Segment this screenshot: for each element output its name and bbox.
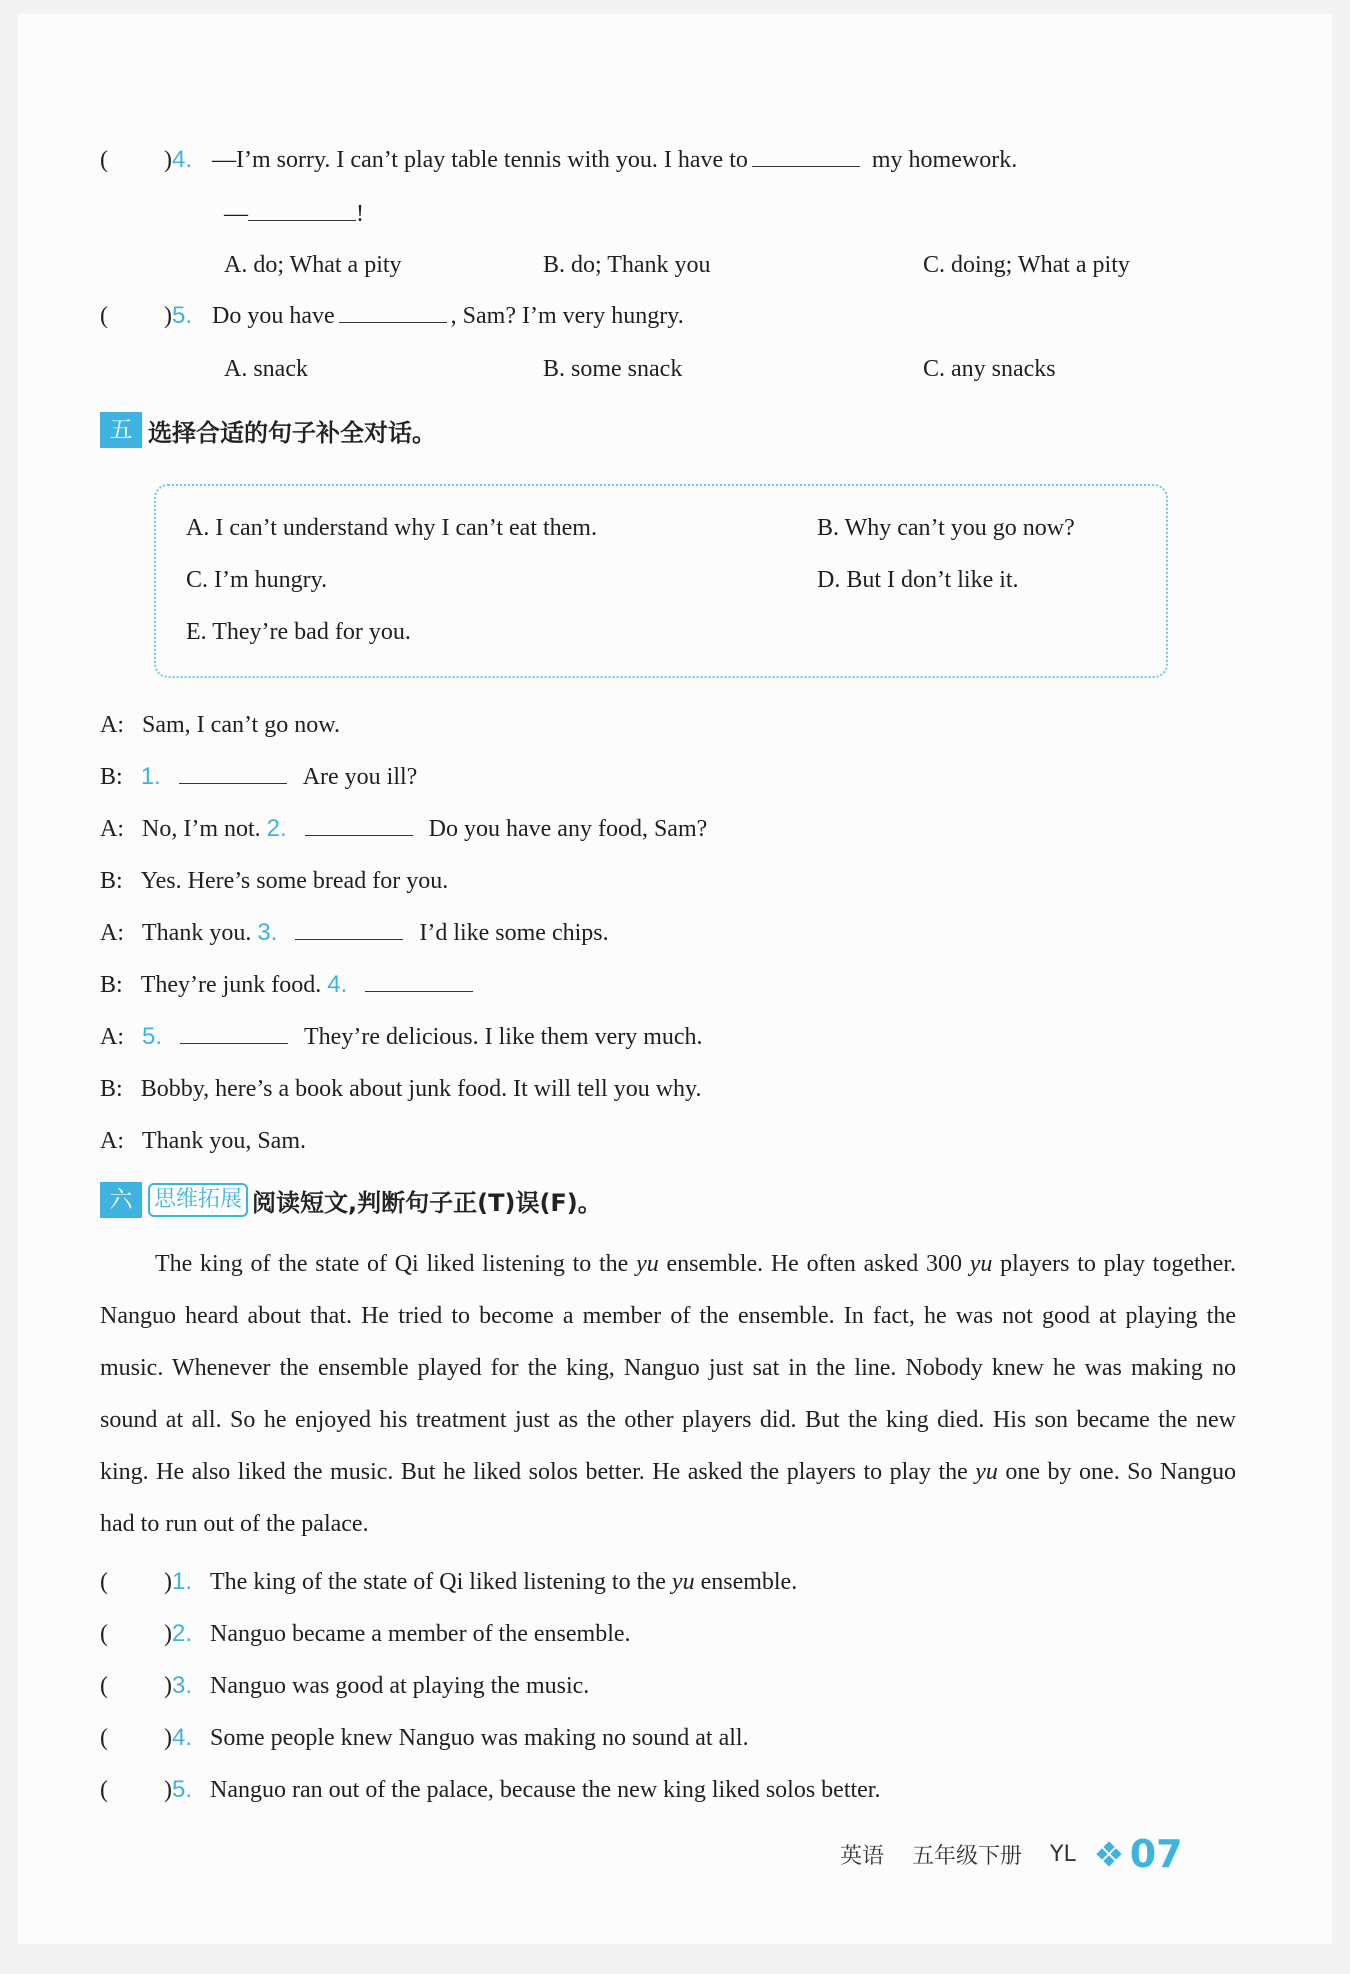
answer-paren-open: (	[100, 1569, 108, 1595]
statement-text: The king of the state of Qi liked listening to the	[210, 1569, 672, 1595]
speaker: A:	[100, 816, 124, 842]
blank-number: 2.	[266, 815, 287, 842]
section-badge: 五	[100, 412, 142, 448]
speaker: B:	[100, 1076, 123, 1102]
blank-number: 1.	[140, 763, 161, 790]
line-text: They’re junk food.	[140, 972, 322, 998]
blank-number: 3.	[257, 919, 278, 946]
question-4-line2	[224, 199, 364, 229]
passage-text: players to play together. Nanguo heard about that. He tried to become a member of the ensemble. In fact, he was not good at playing the music. Whenever the ensemble played for the king, Nanguo just sat in the line. Nobody knew he was making no sound at all. So he enjoyed his treatment just as the other players did. But the king died. His son became the new king. He also liked the music. But he liked solos better. He asked the players to play the	[100, 1251, 1236, 1485]
dialogue-line	[100, 1074, 702, 1104]
speaker: A:	[100, 712, 124, 738]
passage-italic: yu	[636, 1251, 659, 1277]
section-title: 阅读短文,判断句子正(T)误(F)。	[252, 1188, 602, 1217]
q5-option-b[interactable]: B. some snack	[543, 356, 683, 382]
passage-text: The king of the state of Qi liked listening to the	[155, 1251, 637, 1277]
passage-text: ensemble. He often asked 300	[658, 1251, 970, 1277]
option-a: A. I can’t understand why I can’t eat them.	[186, 515, 597, 541]
statement-number: 5.	[172, 1776, 193, 1803]
fill-blank[interactable]	[180, 1023, 288, 1044]
speaker: A:	[100, 1024, 124, 1050]
question-text: , Sam? I’m very hungry.	[450, 303, 684, 329]
diamond-logo-icon	[1098, 1843, 1120, 1865]
question-text: —I’m sorry. I can’t play table tennis with you. I have to	[212, 147, 748, 173]
page-number: 07	[1129, 1832, 1183, 1876]
q5-option-a[interactable]: A. snack	[224, 356, 308, 382]
speaker: B:	[100, 972, 123, 998]
statement-text: Some people knew Nanguo was making no sound at all.	[210, 1725, 749, 1751]
passage-italic: yu	[975, 1459, 998, 1485]
line-text: I’d like some chips.	[419, 920, 609, 946]
fill-blank[interactable]	[752, 146, 860, 167]
question-4-line1	[100, 145, 1017, 175]
section-tag: 思维拓展	[148, 1183, 248, 1217]
answer-paren-close: )	[164, 1673, 172, 1699]
speaker: A:	[100, 1128, 124, 1154]
line-text: They’re delicious. I like them very much.	[304, 1024, 703, 1050]
section-6-header	[100, 1182, 602, 1218]
answer-paren-open: (	[100, 1725, 108, 1751]
question-text: my homework.	[871, 147, 1018, 173]
question-text: Do you have	[212, 303, 335, 329]
line-text: Are you ill?	[302, 764, 418, 790]
statement-1	[100, 1567, 797, 1597]
q4-option-a[interactable]: A. do; What a pity	[224, 252, 402, 278]
blank-number: 4.	[327, 971, 348, 998]
passage-text: one by one. So Nanguo had to run out of the palace.	[100, 1459, 1236, 1537]
dialogue-line	[100, 970, 477, 1000]
dialogue-line	[100, 1022, 703, 1052]
line-text: Do you have any food, Sam?	[428, 816, 708, 842]
dialogue-line	[100, 866, 448, 896]
statement-text: Nanguo became a member of the ensemble.	[210, 1621, 631, 1647]
speaker: A:	[100, 920, 124, 946]
question-number: 4.	[172, 146, 193, 173]
dialogue-line	[100, 1126, 306, 1156]
line-text: Thank you, Sam.	[142, 1128, 306, 1154]
section-5-header	[100, 412, 436, 448]
passage-italic: yu	[969, 1251, 993, 1277]
line-text: No, I’m not.	[142, 816, 261, 842]
dialogue-line	[100, 918, 609, 948]
statement-4	[100, 1723, 749, 1753]
section-badge: 六	[100, 1182, 142, 1218]
fill-blank[interactable]	[295, 919, 403, 940]
fill-blank[interactable]	[305, 815, 413, 836]
statement-text: ensemble.	[694, 1569, 798, 1595]
statement-number: 1.	[172, 1568, 193, 1595]
q4-option-b[interactable]: B. do; Thank you	[543, 252, 711, 278]
statement-number: 2.	[172, 1620, 193, 1647]
dash-text: —	[224, 201, 248, 227]
speaker: B:	[100, 868, 123, 894]
q4-option-c[interactable]: C. doing; What a pity	[923, 252, 1130, 278]
fill-blank[interactable]	[179, 763, 287, 784]
line-text: Sam, I can’t go now.	[142, 712, 340, 738]
answer-paren-close: )	[164, 1777, 172, 1803]
fill-blank[interactable]	[365, 971, 473, 992]
answer-paren-open: (	[100, 303, 108, 329]
answer-paren-open: (	[100, 1621, 108, 1647]
answer-paren-open: (	[100, 1673, 108, 1699]
answer-paren-open: (	[100, 147, 108, 173]
answer-paren-close: )	[164, 1621, 172, 1647]
statement-italic: yu	[671, 1569, 695, 1595]
line-text: Bobby, here’s a book about junk food. It will tell you why.	[140, 1076, 702, 1102]
reading-passage	[100, 1238, 1236, 1550]
statement-text: Nanguo was good at playing the music.	[210, 1673, 590, 1699]
page-footer	[840, 1832, 1183, 1876]
dialogue-line	[100, 710, 340, 740]
exclaim-text: !	[356, 201, 364, 227]
dialogue-line	[100, 814, 707, 844]
statement-number: 4.	[172, 1724, 193, 1751]
passage-paragraph	[100, 1238, 1236, 1550]
section-title: 选择合适的句子补全对话。	[148, 418, 436, 447]
q5-option-c[interactable]: C. any snacks	[923, 356, 1056, 382]
dialogue-line	[100, 762, 417, 792]
answer-paren-close: )	[164, 147, 172, 173]
answer-paren-open: (	[100, 1777, 108, 1803]
fill-blank[interactable]	[339, 302, 447, 323]
question-5-line1	[100, 301, 684, 331]
worksheet-page	[18, 14, 1332, 1944]
line-text: Yes. Here’s some bread for you.	[140, 868, 449, 894]
statement-3	[100, 1671, 589, 1701]
footer-grade: 五年级下册	[912, 1843, 1023, 1869]
answer-paren-close: )	[164, 1725, 172, 1751]
option-d: D. But I don’t like it.	[817, 567, 1019, 593]
option-e: E. They’re bad for you.	[186, 619, 411, 645]
answer-paren-close: )	[164, 303, 172, 329]
statement-number: 3.	[172, 1672, 193, 1699]
footer-edition: YL	[1050, 1841, 1076, 1867]
line-text: Thank you.	[142, 920, 252, 946]
footer-subject: 英语	[840, 1843, 885, 1869]
statement-2	[100, 1619, 631, 1649]
question-number: 5.	[172, 302, 193, 329]
answer-paren-close: )	[164, 1569, 172, 1595]
statement-5	[100, 1775, 880, 1805]
statement-text: Nanguo ran out of the palace, because the new king liked solos better.	[210, 1777, 881, 1803]
fill-blank[interactable]	[248, 200, 356, 221]
speaker: B:	[100, 764, 123, 790]
blank-number: 5.	[142, 1023, 163, 1050]
option-c: C. I’m hungry.	[186, 567, 328, 593]
option-b: B. Why can’t you go now?	[817, 515, 1075, 541]
